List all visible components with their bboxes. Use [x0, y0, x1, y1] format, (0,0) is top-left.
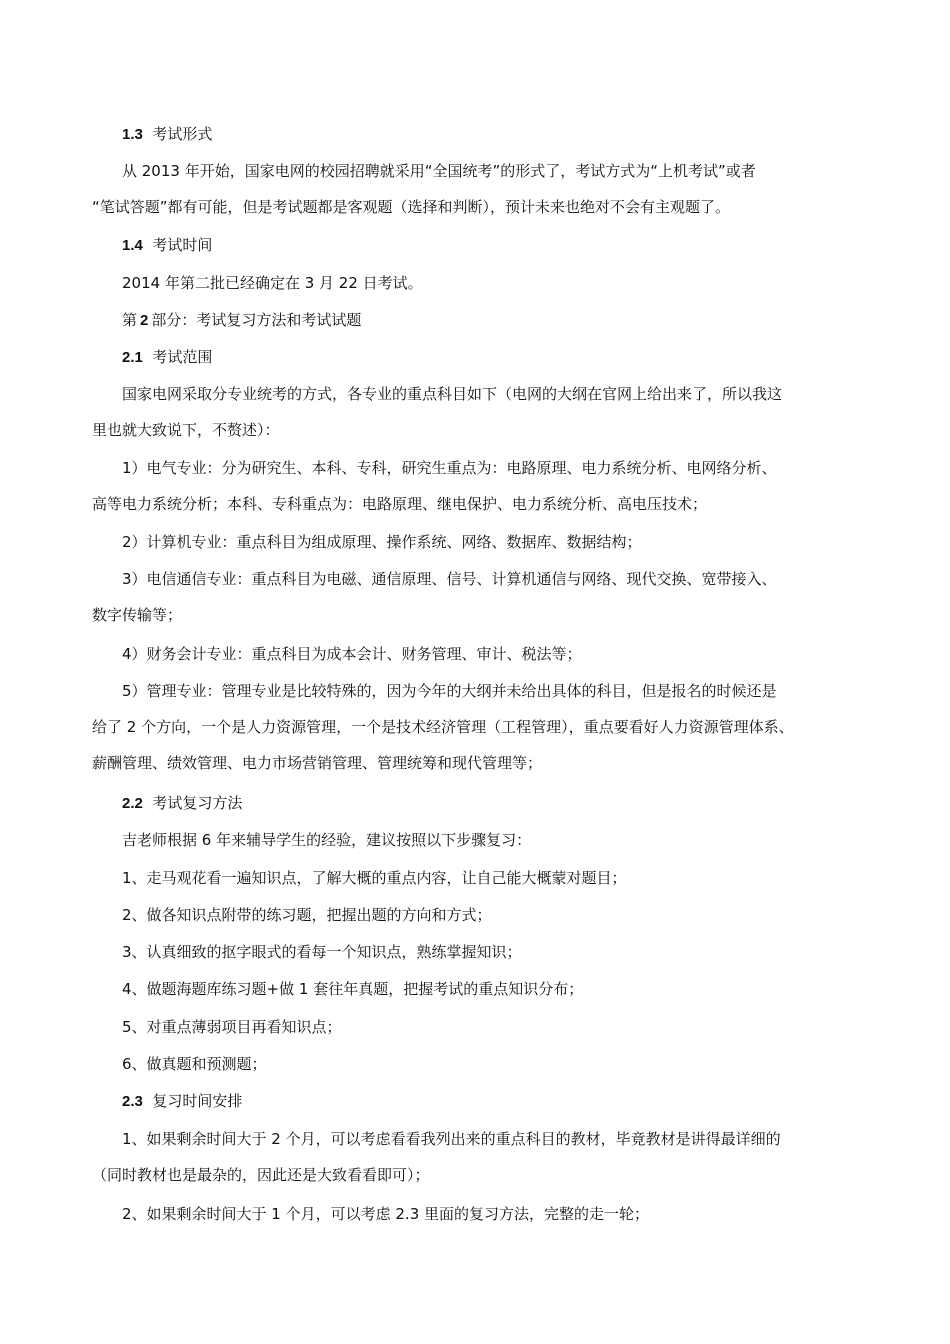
list-item-finance — [92, 636, 892, 672]
section-title: 考试复习方法 — [152, 794, 243, 812]
text-line: 2、做各知识点附带的练习题，把握出题的方向和方式； — [122, 906, 492, 924]
part-title: 部分：考试复习方法和考试试题 — [151, 311, 362, 329]
step-item — [92, 934, 892, 970]
section-title: 考试形式 — [152, 125, 213, 143]
text-line: 1）电气专业：分为研究生、本科、专科，研究生重点为：电路原理、电力系统分析、电网络分析、 — [122, 459, 777, 477]
step-item — [92, 897, 892, 933]
heading-2-1 — [92, 339, 892, 376]
text-line: 2）计算机专业：重点科目为组成原理、操作系统、网络、数据库、数据结构； — [122, 533, 642, 551]
text-line: 吉老师根据 6 年来辅导学生的经验，建议按照以下步骤复习： — [122, 831, 532, 849]
section-number: 2.1 — [122, 349, 143, 366]
paragraph-schedule-1 — [92, 1121, 862, 1193]
section-number: 2.3 — [122, 1093, 143, 1110]
paragraph-method-intro — [92, 822, 892, 858]
text-line: 3）电信通信专业：重点科目为电磁、通信原理、信号、计算机通信与网络、现代交换、宽带接入、 — [122, 570, 777, 588]
section-title: 考试时间 — [152, 236, 213, 254]
section-title: 复习时间安排 — [152, 1092, 243, 1110]
heading-1-4 — [92, 227, 892, 264]
step-item — [92, 1046, 892, 1082]
heading-2-3 — [92, 1083, 892, 1120]
text-line: 给了 2 个方向，一个是人力资源管理，一个是技术经济管理（工程管理），重点要看好人力资源管理体系、 — [92, 718, 794, 736]
list-item-electrical — [92, 450, 862, 522]
text-line: 里也就大致说下，不赘述）： — [92, 421, 280, 439]
step-item — [92, 1009, 892, 1045]
paragraph-exam-scope — [92, 376, 862, 448]
text-line: 2、如果剩余时间大于 1 个月，可以考虑 2.3 里面的复习方法，完整的走一轮； — [122, 1205, 650, 1223]
heading-part-2 — [92, 302, 892, 339]
part-number: 2 — [140, 312, 149, 329]
text-line: 高等电力系统分析；本科、专科重点为：电路原理、继电保护、电力系统分析、高电压技术； — [92, 495, 708, 513]
text-line: （同时教材也是最杂的，因此还是大致看看即可）； — [92, 1166, 430, 1184]
section-number: 2.2 — [122, 795, 143, 812]
text-line: 2014 年第二批已经确定在 3 月 22 日考试。 — [122, 274, 423, 292]
list-item-telecom — [92, 561, 862, 633]
paragraph-exam-format — [92, 153, 862, 225]
text-line: 5）管理专业：管理专业是比较特殊的，因为今年的大纲并未给出具体的科目，但是报名的时候还是 — [122, 682, 777, 700]
list-item-computer — [92, 524, 892, 560]
text-line: 数字传输等； — [92, 606, 183, 624]
text-line: “笔试答题”都有可能，但是考试题都是客观题（选择和判断），预计未来也绝对不会有主观题了。 — [92, 198, 731, 216]
paragraph-exam-time — [92, 265, 892, 301]
section-title: 考试范围 — [152, 348, 213, 366]
part-prefix: 第 — [122, 311, 138, 329]
section-number: 1.4 — [122, 237, 143, 254]
text-line: 5、对重点薄弱项目再看知识点； — [122, 1018, 342, 1036]
text-line: 薪酬管理、绩效管理、电力市场营销管理、管理统筹和现代管理等； — [92, 754, 543, 772]
text-line: 从 2013 年开始，国家电网的校园招聘就采用“全国统考”的形式了，考试方式为“上机考试”或者 — [122, 162, 756, 180]
step-item — [92, 860, 892, 896]
text-line: 国家电网采取分专业统考的方式，各专业的重点科目如下（电网的大纲在官网上给出来了，所以我这 — [122, 385, 783, 403]
step-item — [92, 971, 892, 1007]
text-line: 1、走马观花看一遍知识点，了解大概的重点内容，让自己能大概蒙对题目； — [122, 869, 627, 887]
text-line: 6、做真题和预测题； — [122, 1055, 267, 1073]
section-number: 1.3 — [122, 126, 143, 143]
text-line: 1、如果剩余时间大于 2 个月，可以考虑看看我列出来的重点科目的教材，毕竟教材是讲得最详细的 — [122, 1130, 781, 1148]
heading-1-3 — [92, 116, 892, 153]
list-item-management — [92, 673, 862, 781]
text-line: 3、认真细致的抠字眼式的看每一个知识点，熟练掌握知识； — [122, 943, 522, 961]
text-line: 4）财务会计专业：重点科目为成本会计、财务管理、审计、税法等； — [122, 645, 582, 663]
paragraph-schedule-2 — [92, 1196, 892, 1232]
text-line: 4、做题海题库练习题+做 1 套往年真题，把握考试的重点知识分布； — [122, 980, 584, 998]
heading-2-2 — [92, 785, 892, 822]
